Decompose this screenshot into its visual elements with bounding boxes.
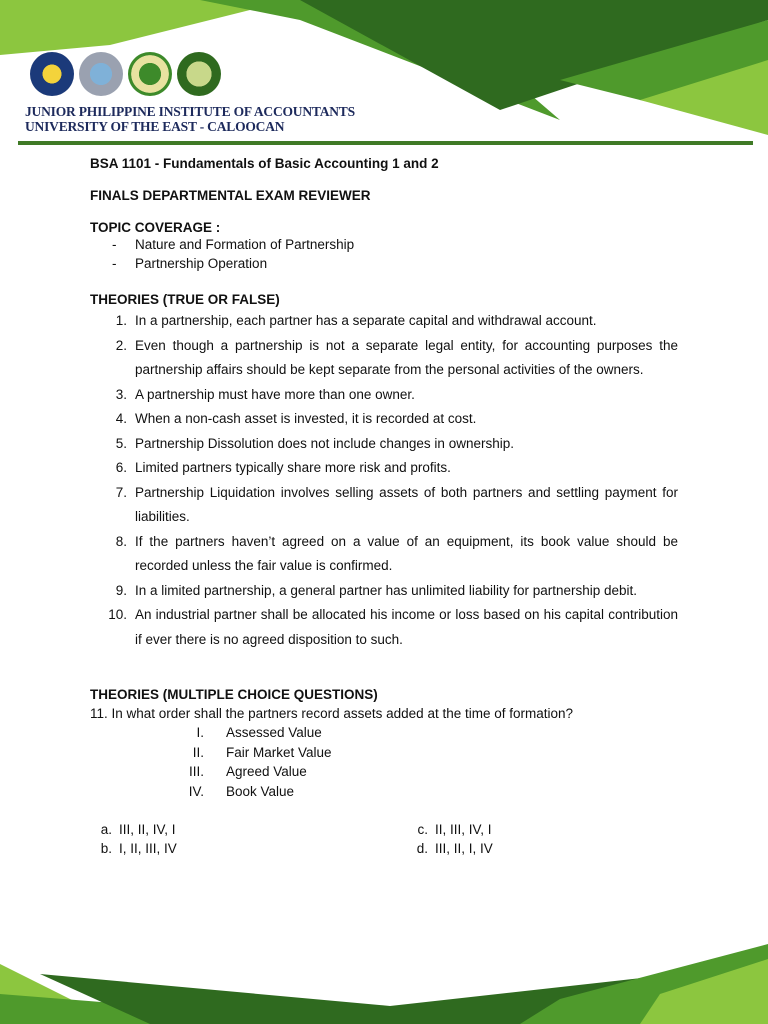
list-item <box>90 743 678 763</box>
organization-name <box>25 104 355 134</box>
roman-numeral: IV. <box>188 783 204 799</box>
list-item <box>90 334 678 383</box>
list-item: - Partnership Operation <box>112 256 268 271</box>
list-item <box>90 456 678 481</box>
choice-text: II, III, IV, I <box>435 822 492 837</box>
item-text: A partnership must have more than one owner. <box>135 386 415 402</box>
item-number: 5. <box>115 435 127 451</box>
choice-a <box>90 820 176 839</box>
choice-letter: b. <box>100 841 112 856</box>
roman-text: Agreed Value <box>226 764 307 779</box>
roman-numeral: II. <box>192 744 204 760</box>
item-number: 3. <box>115 386 127 402</box>
item-number: 6. <box>115 460 127 475</box>
topic-item: Nature and Formation of Partnership <box>135 237 355 252</box>
exam-title: FINALS DEPARTMENTAL EXAM REVIEWER <box>90 188 371 203</box>
list-item <box>90 407 678 432</box>
list-item <box>90 432 678 457</box>
answer-choices <box>90 820 678 860</box>
list-item <box>90 481 678 530</box>
university-seal-icon <box>30 52 74 96</box>
item-number: 10. <box>108 607 127 622</box>
list-item <box>90 579 678 604</box>
footer-banner-graphic <box>0 944 768 1024</box>
org-line-2: UNIVERSITY OF THE EAST - CALOOCAN <box>25 119 285 134</box>
item-number: 1. <box>115 313 127 328</box>
jpia-seal-icon <box>79 52 123 96</box>
roman-text: Book Value <box>226 783 295 799</box>
list-item <box>90 530 678 579</box>
choice-d <box>406 839 493 858</box>
item-text: Limited partners typically share more risk and profits. <box>135 460 451 475</box>
list-item <box>90 782 678 802</box>
item-text: Partnership Liquidation involves selling assets of both partners and settling payment for liabilities. <box>135 484 678 524</box>
mcq-question: 11. In what order shall the partners record assets added at the time of formation? <box>90 706 574 721</box>
college-seal-icon <box>128 52 172 96</box>
true-false-heading: THEORIES (TRUE OR FALSE) <box>90 292 280 307</box>
item-text: In a partnership, each partner has a separate capital and withdrawal account. <box>135 313 597 328</box>
choice-text: III, II, I, IV <box>435 841 493 856</box>
document-body <box>90 156 678 860</box>
logo-row <box>30 52 221 96</box>
item-text: Partnership Dissolution does not include changes in ownership. <box>135 435 514 451</box>
item-number: 9. <box>115 582 127 598</box>
roman-list <box>90 723 678 801</box>
item-text: When a non-cash asset is invested, it is recorded at cost. <box>135 411 477 426</box>
roman-numeral: III. <box>188 764 204 779</box>
mcq-heading: THEORIES (MULTIPLE CHOICE QUESTIONS) <box>90 687 378 702</box>
header-divider <box>18 141 753 145</box>
item-number: 4. <box>115 411 127 426</box>
item-number: 8. <box>115 533 127 549</box>
item-text: In a limited partnership, a general partner has unlimited liability for partnership debit. <box>135 582 638 598</box>
roman-text: Assessed Value <box>226 725 322 740</box>
roman-numeral: I. <box>196 725 204 740</box>
chapter-seal-icon <box>177 52 221 96</box>
item-number: 7. <box>115 484 127 500</box>
list-item: - Nature and Formation of Partnership <box>112 237 355 252</box>
choice-text: I, II, III, IV <box>119 841 177 856</box>
item-text: If the partners haven’t agreed on a value of an equipment, its book value should be recorded unless the fair value is confirmed. <box>135 533 678 573</box>
item-text: Even though a partnership is not a separate legal entity, for accounting purposes the partnership affairs should be kept separate from the personal activities of the owners. <box>135 337 678 377</box>
org-line-1: JUNIOR PHILIPPINE INSTITUTE OF ACCOUNTANTS <box>25 104 355 119</box>
choice-letter: c. <box>417 822 428 837</box>
item-text: An industrial partner shall be allocated his income or loss based on his capital contribution if ever there is no agreed disposition to such. <box>135 607 678 647</box>
choice-letter: d. <box>416 841 428 856</box>
list-item <box>90 762 678 782</box>
list-item <box>90 723 678 743</box>
choice-text: III, II, IV, I <box>119 822 176 837</box>
choice-letter: a. <box>100 822 112 837</box>
topic-heading: TOPIC COVERAGE : <box>90 220 221 235</box>
topic-item: Partnership Operation <box>135 256 268 271</box>
choice-c <box>406 820 492 839</box>
item-number: 2. <box>115 337 127 353</box>
list-item <box>90 603 678 652</box>
roman-text: Fair Market Value <box>226 744 332 760</box>
list-item <box>90 309 678 334</box>
choice-b <box>90 839 177 858</box>
topic-list <box>90 235 678 273</box>
list-item <box>90 383 678 408</box>
true-false-list <box>90 309 678 652</box>
course-title: BSA 1101 - Fundamentals of Basic Accounting 1 and 2 <box>90 156 439 171</box>
